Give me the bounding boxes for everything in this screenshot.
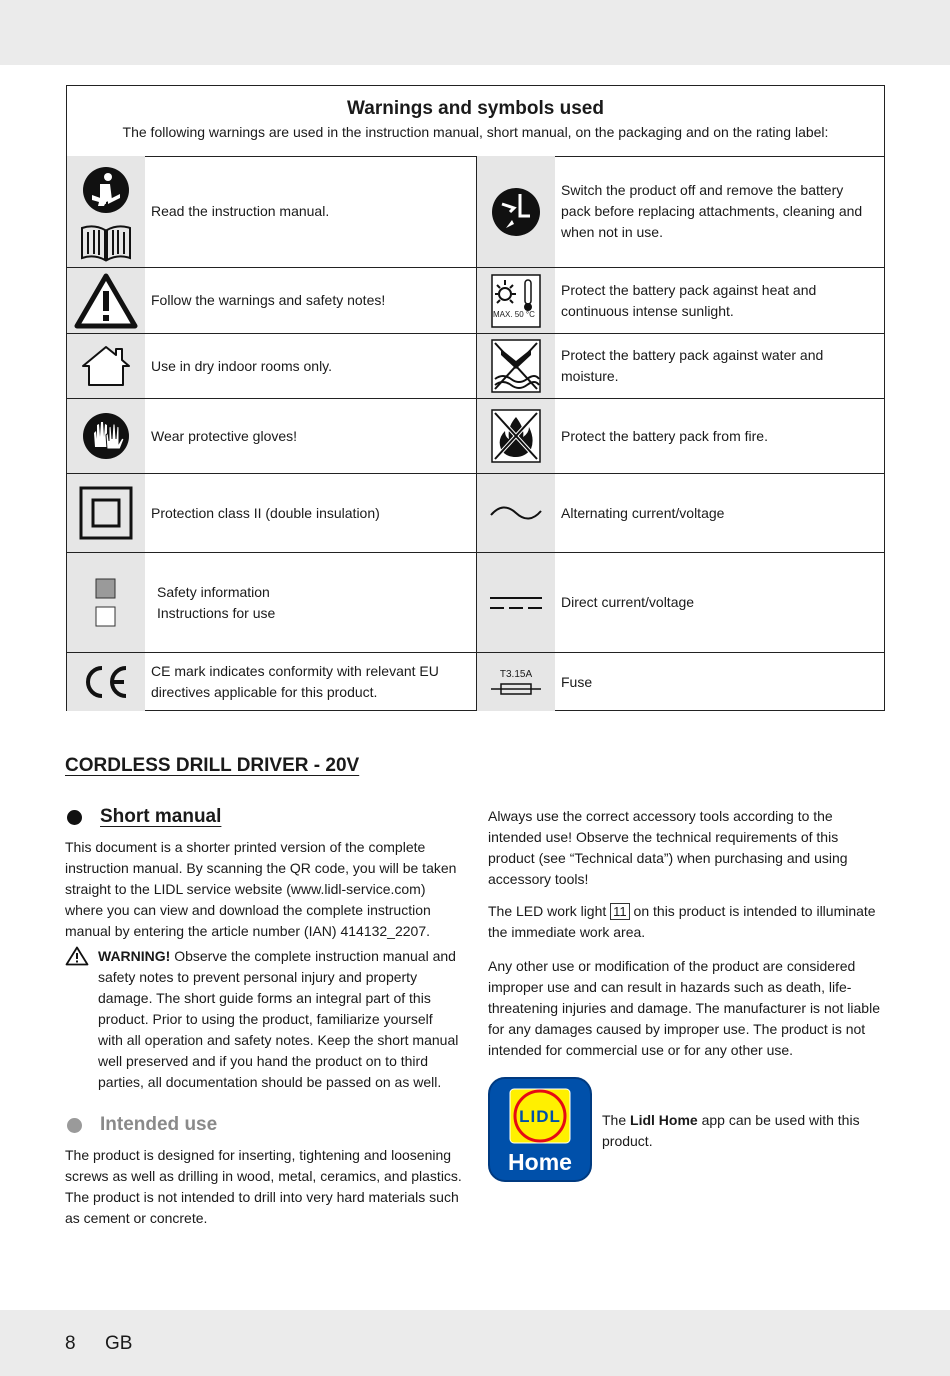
ce-mark-icon xyxy=(67,653,145,711)
symbol-text: Use in dry indoor rooms only. xyxy=(151,357,333,374)
led-text-before: The LED work light xyxy=(488,903,611,919)
symbol-row-indoor xyxy=(67,334,476,399)
bullet-icon xyxy=(67,810,82,825)
symbol-row-fuse xyxy=(476,653,884,711)
symbols-table-header xyxy=(67,86,884,157)
app-name: Lidl Home xyxy=(630,1112,698,1128)
symbol-row-dc xyxy=(476,553,884,653)
short-manual-heading xyxy=(67,806,221,828)
fuse-label: T3.15A xyxy=(499,668,533,680)
water-moisture-icon xyxy=(477,334,555,398)
symbols-table xyxy=(66,85,885,711)
info-squares-icon xyxy=(67,553,145,652)
symbol-row-protection-class xyxy=(67,474,476,553)
symbol-text: Protection class II (double insulation) xyxy=(151,504,380,521)
symbols-table-title: Warnings and symbols used xyxy=(347,98,604,119)
symbol-text: Read the instruction manual. xyxy=(151,203,330,219)
indoor-house-icon xyxy=(67,334,145,398)
lidl-logo-text: LIDL xyxy=(519,1107,561,1126)
symbol-text: Fuse xyxy=(561,673,593,690)
symbol-row-gloves xyxy=(67,399,476,474)
fuse-icon xyxy=(477,653,555,711)
part-number-badge: 11 xyxy=(610,903,630,920)
accessory-paragraph: Always use the correct accessory tools according to the intended use! Observe the technical requirements of this product (see “Technical data”) when purchasing and using accessory tools! xyxy=(488,808,848,887)
symbol-text: Protect the battery pack against heat and continuous intense sunlight. xyxy=(561,281,817,319)
symbol-row-water xyxy=(476,334,884,399)
remove-battery-icon xyxy=(477,156,555,267)
symbol-text: Wear protective gloves! xyxy=(151,427,298,444)
symbol-text: Instructions for use xyxy=(157,604,276,621)
symbol-row-read-manual xyxy=(67,156,476,268)
heat-sunlight-icon xyxy=(477,268,555,333)
short-manual-heading-text: Short manual xyxy=(100,806,222,827)
header-band xyxy=(0,0,950,65)
direct-current-icon xyxy=(477,553,555,652)
symbol-text: Alternating current/voltage xyxy=(561,504,725,521)
main-title: CORDLESS DRILL DRIVER - 20V xyxy=(65,755,360,776)
heat-label: MAX. 50 °C xyxy=(493,310,535,319)
symbol-row-ac xyxy=(476,474,884,553)
protective-gloves-icon xyxy=(67,399,145,473)
intended-use-heading-text: Intended use xyxy=(100,1114,218,1135)
symbol-row-fire xyxy=(476,399,884,474)
symbol-text: Follow the warnings and safety notes! xyxy=(151,292,386,308)
intended-use-heading xyxy=(67,1114,217,1136)
symbol-text: Safety information xyxy=(157,583,270,600)
app-label: Home xyxy=(508,1149,572,1175)
symbol-row-heat xyxy=(476,268,884,334)
read-manual-icon xyxy=(67,156,145,267)
page-number: 8 xyxy=(65,1333,76,1354)
warning-triangle-icon xyxy=(65,946,89,966)
symbol-text: CE mark indicates conformity with relevant EU directives applicable for this product. xyxy=(151,663,439,700)
app-text-after: app can be used with this product. xyxy=(602,1112,860,1149)
improper-use-paragraph: Any other use or modification of the product are considered improper use and can result in hazards such as death, life-threatening injuries and damage. The manufacturer is not liable for any damages caused by improper use. The product is not intended for commercial use or for any other use. xyxy=(488,958,880,1058)
symbols-table-subtitle: The following warnings are used in the instruction manual, short manual, on the packaging and on the rating label: xyxy=(122,124,829,140)
warning-body: Observe the complete instruction manual and safety notes to prevent personal injury and property damage. The short guide forms an integral part of this product. Prior to using the product, familiarize yourself with all operation and safety notes. Keep the short manual well preserved and if you hand the product on to third parties, all documentation should be passed on as well. xyxy=(98,948,459,1090)
app-text-before: The xyxy=(602,1112,631,1128)
intended-use-text: The product is designed for inserting, tightening and loosening screws as well as drilling in wood, metal, ceramics, and plastics. The product is not intended to drill into very hard materials such as cement or concrete. xyxy=(65,1147,462,1226)
led-paragraph xyxy=(488,901,888,943)
symbol-row-info xyxy=(67,553,476,653)
symbol-row-warnings xyxy=(67,268,476,334)
lidl-home-app-icon xyxy=(488,1077,592,1182)
warning-triangle-icon xyxy=(67,268,145,333)
language-code: GB xyxy=(105,1333,133,1354)
footer-band xyxy=(0,1310,950,1376)
protection-class-ii-icon xyxy=(67,474,145,552)
fire-icon xyxy=(477,399,555,473)
bullet-icon xyxy=(67,1118,82,1133)
app-paragraph xyxy=(602,1110,882,1152)
symbol-text: Direct current/voltage xyxy=(561,594,695,610)
warning-label: WARNING! xyxy=(98,948,171,964)
symbol-row-ce xyxy=(67,653,476,711)
symbol-row-remove-battery xyxy=(476,156,884,268)
short-manual-intro: This document is a shorter printed version of the complete instruction manual. By scanning the QR code, you will be taken straight to the LIDL service website (www.lidl-service.com) where you can view and download the complete instruction manual by entering the article number (IAN) 414132_2207. xyxy=(65,839,457,939)
symbol-text: Switch the product off and remove the battery pack before replacing attachments, cleaning and when not in use. xyxy=(561,182,863,240)
alternating-current-icon xyxy=(477,474,555,552)
symbol-text: Protect the battery pack against water and moisture. xyxy=(561,347,824,384)
symbol-text: Protect the battery pack from fire. xyxy=(561,427,768,444)
warning-text xyxy=(98,946,460,1093)
symbol-text-pair xyxy=(157,553,464,652)
led-text-after: on this product is intended to illuminate the immediate work area. xyxy=(488,903,876,940)
